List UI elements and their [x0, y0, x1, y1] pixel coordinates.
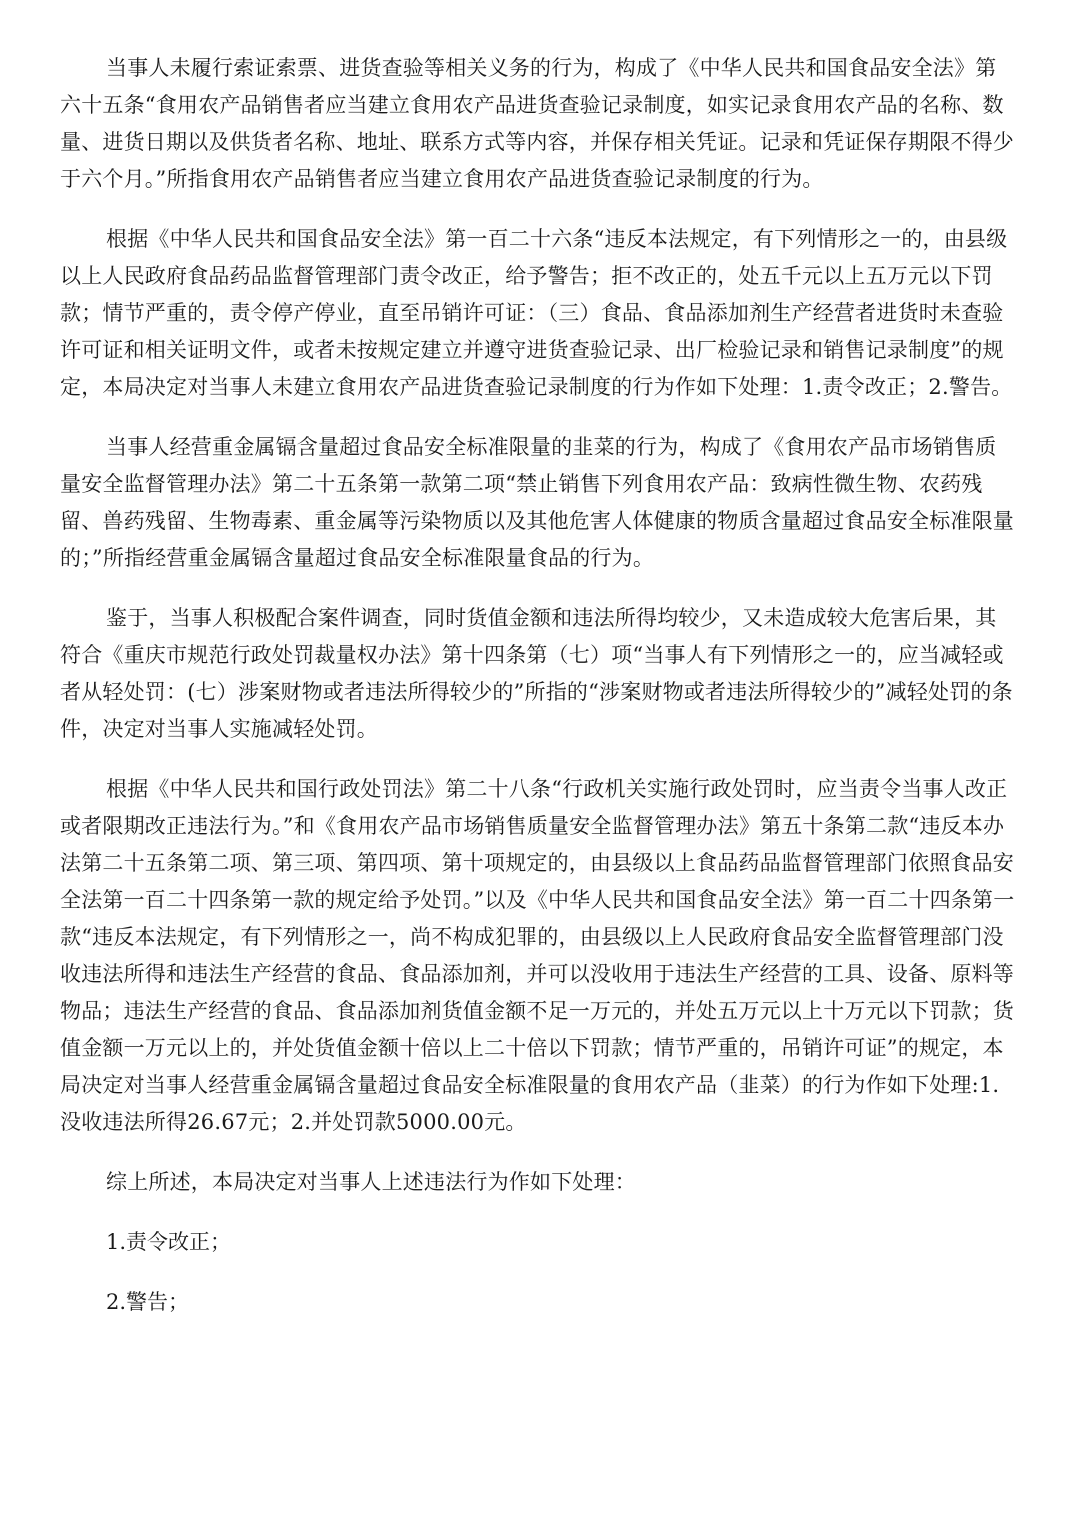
document-page — [60, 50, 1016, 1344]
paragraph-violation-cadmium: 当事人经营重金属镉含量超过食品安全标准限量的韭菜的行为，构成了《食用农产品市场销售质量安全监督管理办法》第二十五条第一款第二项“禁止销售下列食用农产品：致病性微生物、农药残留、兽药残留、生物毒素、重金属等污染物质以及其他危害人体健康的物质含量超过食品安全标准限量的；”所指经营重金属镉含量超过食品安全标准限量食品的行为。 — [60, 435, 1014, 570]
paragraph-violation-inspection: 当事人未履行索证索票、进货查验等相关义务的行为，构成了《中华人民共和国食品安全法》第六十五条“食用农产品销售者应当建立食用农产品进货查验记录制度，如实记录食用农产品的名称、数量、进货日期以及供货者名称、地址、联系方式等内容，并保存相关凭证。记录和凭证保存期限不得少于六个月。”所指食用农产品销售者应当建立食用农产品进货查验记录制度的行为。 — [60, 56, 1014, 191]
list-item-correction: 1.责令改正； — [106, 1230, 232, 1254]
paragraph-legal-basis-124: 根据《中华人民共和国行政处罚法》第二十八条“行政机关实施行政处罚时，应当责令当事人改正或者限期改正违法行为。”和《食用农产品市场销售质量安全监督管理办法》第五十条第二款“违反本办法第二十五条第二项、第三项、第四项、第十项规定的，由县级以上食品药品监督管理部门依照食品安全法第一百二十四条第一款的规定给予处罚。”以及《中华人民共和国食品安全法》第一百二十四条第一款“违反本法规定，有下列情形之一，尚不构成犯罪的，由县级以上人民政府食品安全监督管理部门没收违法所得和违法生产经营的食品、食品添加剂，并可以没收用于违法生产经营的工具、设备、原料等物品；违法生产经营的食品、食品添加剂货值金额不足一万元的，并处五万元以上十万元以下罚款；货值金额一万元以上的，并处货值金额十倍以上二十倍以下罚款；情节严重的，吊销许可证”的规定，本局决定对当事人经营重金属镉含量超过食品安全标准限量的食用农产品（韭菜）的行为作如下处理:1.没收违法所得26.67元；2.并处罚款5000.00元。 — [60, 777, 1015, 1134]
list-item-warning: 2.警告； — [106, 1290, 190, 1314]
paragraph-legal-basis-126: 根据《中华人民共和国食品安全法》第一百二十六条“违反本法规定，有下列情形之一的，由县级以上人民政府食品药品监督管理部门责令改正，给予警告；拒不改正的，处五千元以上五万元以下罚款；情节严重的，责令停产停业，直至吊销许可证：（三）食品、食品添加剂生产经营者进货时未查验许可证和相关证明文件，或者未按规定建立并遵守进货查验记录、出厂检验记录和销售记录制度”的规定，本局决定对当事人未建立食用农产品进货查验记录制度的行为作如下处理：1.责令改正；2.警告。 — [60, 227, 1013, 399]
paragraph-summary: 综上所述，本局决定对当事人上述违法行为作如下处理： — [106, 1170, 636, 1194]
paragraph-mitigation: 鉴于，当事人积极配合案件调查，同时货值金额和违法所得均较少，又未造成较大危害后果，其符合《重庆市规范行政处罚裁量权办法》第十四条第（七）项“当事人有下列情形之一的，应当减轻或者从轻处罚：(七）涉案财物或者违法所得较少的”所指的“涉案财物或者违法所得较少的”减轻处罚的条件，决定对当事人实施减轻处罚。 — [60, 606, 1013, 741]
